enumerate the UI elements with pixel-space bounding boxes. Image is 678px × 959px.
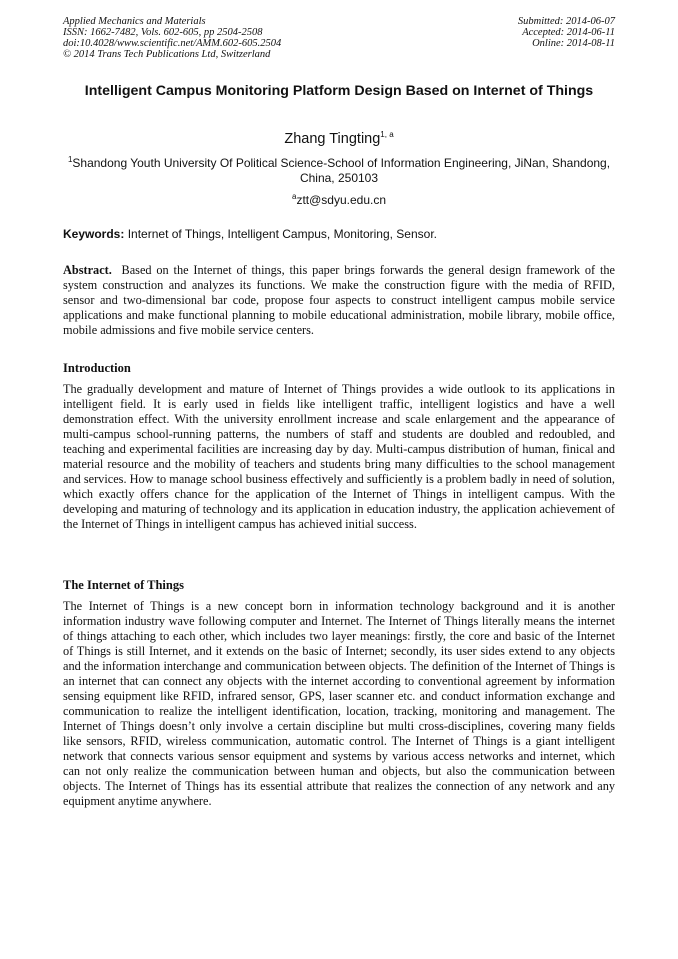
author-name: Zhang Tingting <box>284 131 381 147</box>
issn-line: ISSN: 1662-7482, Vols. 602-605, pp 2504-2508 <box>63 27 263 38</box>
affiliation-marker: 1 <box>67 155 73 164</box>
journal-name: Applied Mechanics and Materials <box>63 16 206 27</box>
affiliation <box>63 156 615 186</box>
section-body-introduction: The gradually development and mature of Internet of Things provides a wide outlook to its applications in intelligent field. It is early used in fields like intelligent traffic, intelligent logistics and have a well demonstration effect. With the university enrollment increase and scale enlargement and the appearance of multi-campus school-running patterns, the numbers of staff and students are doubled and redoubled, and teaching and experimental facilities are increasing day by day. Multi-campus distribution of human, finical and material resource and the mobility of teachers and students bring many difficulties to the school management and services. How to manage school business effectively and sufficiently is a problem badly in need of solution, which exactly offers chance for the application of the Internet of Things in intelligent campus. With the developing and maturing of technology and its application in education industry, the application achievement of the Internet of Things in intelligent campus has achieved initial success. <box>63 382 615 531</box>
submitted-date: Submitted: 2014-06-07 <box>517 16 615 27</box>
doi-line: doi:10.4028/www.scientific.net/AMM.602-605.2504 <box>63 38 282 49</box>
email-address: ztt@sdyu.edu.cn <box>296 193 386 207</box>
header-right <box>518 16 615 49</box>
author-superscript: 1, a <box>380 130 394 140</box>
email-marker: a <box>291 192 297 201</box>
section-body-internet-of-things: The Internet of Things is a new concept born in information technology background and it is another information industry wave following computer and Internet. The Internet of Things literally means the internet of things attaching to each other, which includes two layer meanings: firstly, the core and basic of the Internet of Things is still Internet, and it extends on the basic of Internet; secondly, its user sides extend to any objects and the information interchange and communication between objects. The definition of the Internet of Things is an internet that can connect any objects with the internet according to conventional agreement by information sensing equipment like RFID, infrared sensor, GPS, laser scanner etc. and conduct information exchange and communication to realize the intelligent identification, location, tracking, monitoring and management. The Internet of Things doesn’t only involve a certain discipline but multi cross-disciplines, covering many fields like sensors, RFID, wireless communication, automatic control. The Internet of Things is a giant intelligent network that connects various sensor equipment and systems by various access networks and internet, which can not only realize the communication between human and objects, but also the communication between objects. The Internet of Things has its essential attribute that realizes the connection of any network and any equipment anytime anywhere. <box>63 599 615 808</box>
paper-title: Intelligent Campus Monitoring Platform Design Based on Internet of Things <box>84 83 594 99</box>
section-heading-introduction: Introduction <box>63 361 131 375</box>
header-left <box>63 16 281 60</box>
keywords <box>63 227 615 242</box>
keywords-label: Keywords: <box>63 227 125 241</box>
keywords-text: Internet of Things, Intelligent Campus, Monitoring, Sensor. <box>127 227 437 241</box>
accepted-date: Accepted: 2014-06-11 <box>522 27 615 38</box>
copyright-line: © 2014 Trans Tech Publications Ltd, Switzerland <box>63 49 271 60</box>
email-line <box>63 193 615 208</box>
abstract-label: Abstract. <box>63 263 112 277</box>
affiliation-text: Shandong Youth University Of Political Science-School of Information Engineering, JiNan, Shandong, China, 250103 <box>72 156 611 185</box>
author-line <box>63 130 615 148</box>
section-heading-internet-of-things: The Internet of Things <box>63 578 184 592</box>
abstract-text: Based on the Internet of things, this paper brings forwards the general design framework of the system construction and analyzes its functions. We make the construction figure with the media of RFID, sensor and two-dimensional bar code, propose four aspects to construct intelligent campus mobile service applications and make functional planning to mobile educational administration, mobile library, mobile office, mobile admissions and five mobile service centers. <box>63 263 615 337</box>
abstract <box>63 263 615 338</box>
online-date: Online: 2014-08-11 <box>532 38 615 49</box>
